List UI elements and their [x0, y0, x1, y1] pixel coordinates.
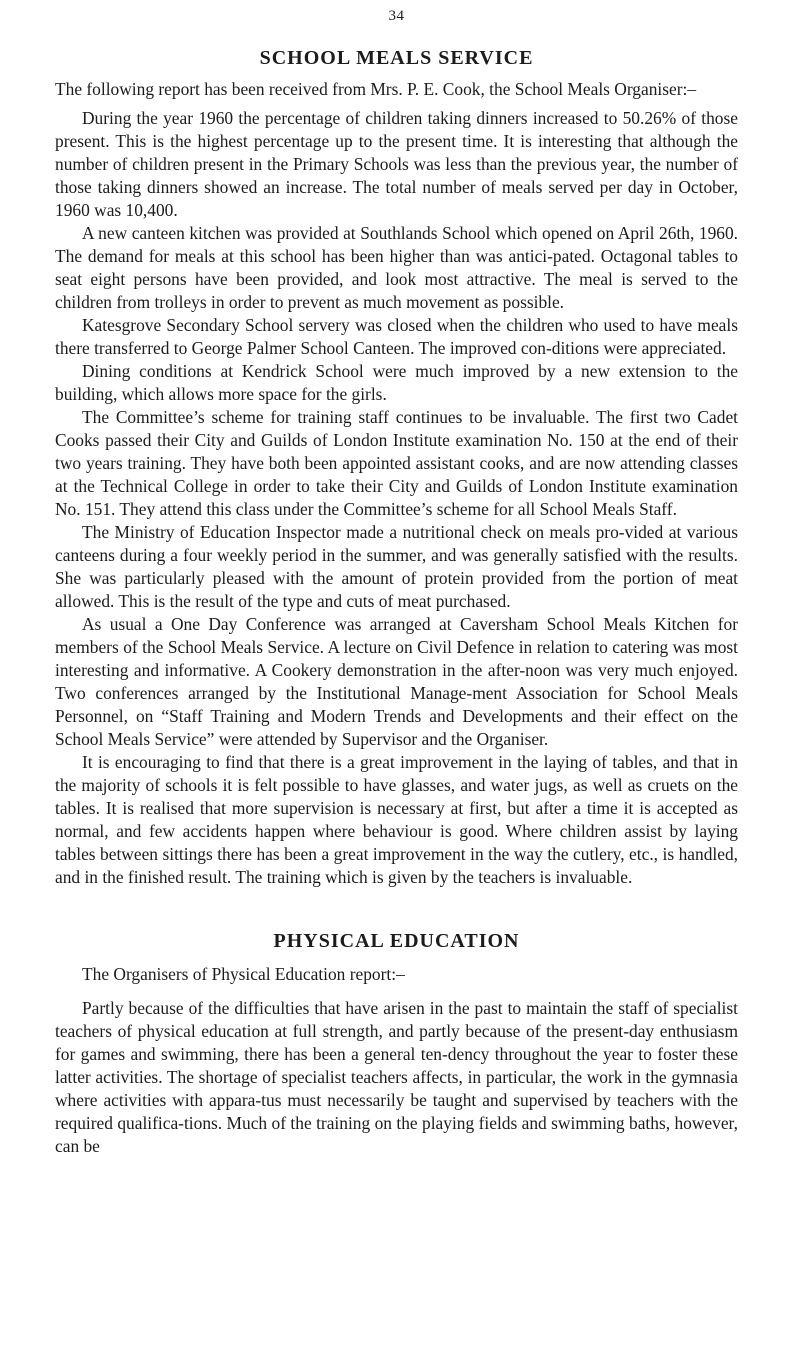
school-meals-paragraph: It is encouraging to find that there is a great improvement in the laying of tables, and that in the majority of schools it is felt possible to have glasses, and water jugs, as well as cruets on the tables. It is realised that more supervision is necessary at first, but after a time it is accepted as normal, and few accidents happen where behaviour is good. Where children assist by laying tables between sittings there has been a great improvement in the way the cutlery, etc., is handled, and in the finished result. The training which is given by the teachers is invaluable. [55, 752, 738, 887]
page-number: 34 [388, 8, 405, 24]
school-meals-paragraph: As usual a One Day Conference was arranged at Caversham School Meals Kitchen for members of the School Meals Service. A lecture on Civil Defence in relation to catering was most interesting and informative. A Cookery demonstration in the after-noon was very much enjoyed. Two conferences arranged by the Institutional Manage-ment Association for School Meals Personnel, on “Staff Training and Modern Trends and Developments and their effect on the School Meals Service” were attended by Supervisor and the Organiser. [55, 614, 738, 749]
school-meals-intro: The following report has been received from Mrs. P. E. Cook, the School Meals Organiser:– [55, 79, 697, 99]
school-meals-section [55, 47, 738, 889]
physical-education-heading: PHYSICAL EDUCATION [273, 930, 520, 952]
physical-education-intro: The Organisers of Physical Education report:– [82, 964, 405, 984]
physical-education-section [55, 930, 738, 1158]
physical-education-paragraph: Partly because of the difficulties that have arisen in the past to maintain the staff of specialist teachers of physical education at full strength, and partly because of the present-day enthusiasm for games and swimming, there has been a general ten-dency throughout the year to foster these latter activities. The shortage of specialist teachers affects, in particular, the work in the gymnasia where activities with appara-tus must necessarily be taught and supervised by teachers with the required qualifica-tions. Much of the training on the playing fields and swimming baths, however, can be [55, 998, 738, 1156]
school-meals-heading: SCHOOL MEALS SERVICE [259, 47, 534, 69]
school-meals-paragraph: The Ministry of Education Inspector made a nutritional check on meals pro-vided at various canteens during a four weekly period in the summer, and was generally satisfied with the results. She was particularly pleased with the amount of protein provided from the portion of meat allowed. This is the result of the type and cuts of meat purchased. [55, 522, 738, 611]
section-spacer [55, 889, 738, 930]
school-meals-paragraph: During the year 1960 the percentage of children taking dinners increased to 50.26% of those present. This is the highest percentage up to the present time. It is interesting that although the number of children present in the Primary Schools was less than the previous year, the number of those taking dinners showed an increase. The total number of meals served per day in October, 1960 was 10,400. [55, 108, 738, 220]
school-meals-paragraph: Katesgrove Secondary School servery was closed when the children who used to have meals there transferred to George Palmer School Canteen. The improved con-ditions were appreciated. [55, 315, 738, 358]
document-page [55, 8, 738, 1158]
school-meals-paragraph: The Committee’s scheme for training staff continues to be invaluable. The first two Cadet Cooks passed their City and Guilds of London Institute examination No. 150 at the end of their two years training. They have both been appointed assistant cooks, and are now attending classes at the Technical College in order to take their City and Guilds of London Institute examination No. 151. They attend this class under the Committee’s scheme for all School Meals Staff. [55, 407, 738, 519]
school-meals-paragraph: A new canteen kitchen was provided at Southlands School which opened on April 26th, 1960. The demand for meals at this school has been higher than was antici-pated. Octagonal tables to seat eight persons have been provided, and look most attractive. The meal is served to the children from trolleys in order to prevent as much movement as possible. [55, 223, 738, 312]
school-meals-paragraph: Dining conditions at Kendrick School were much improved by a new extension to the building, which allows more space for the girls. [55, 361, 738, 404]
